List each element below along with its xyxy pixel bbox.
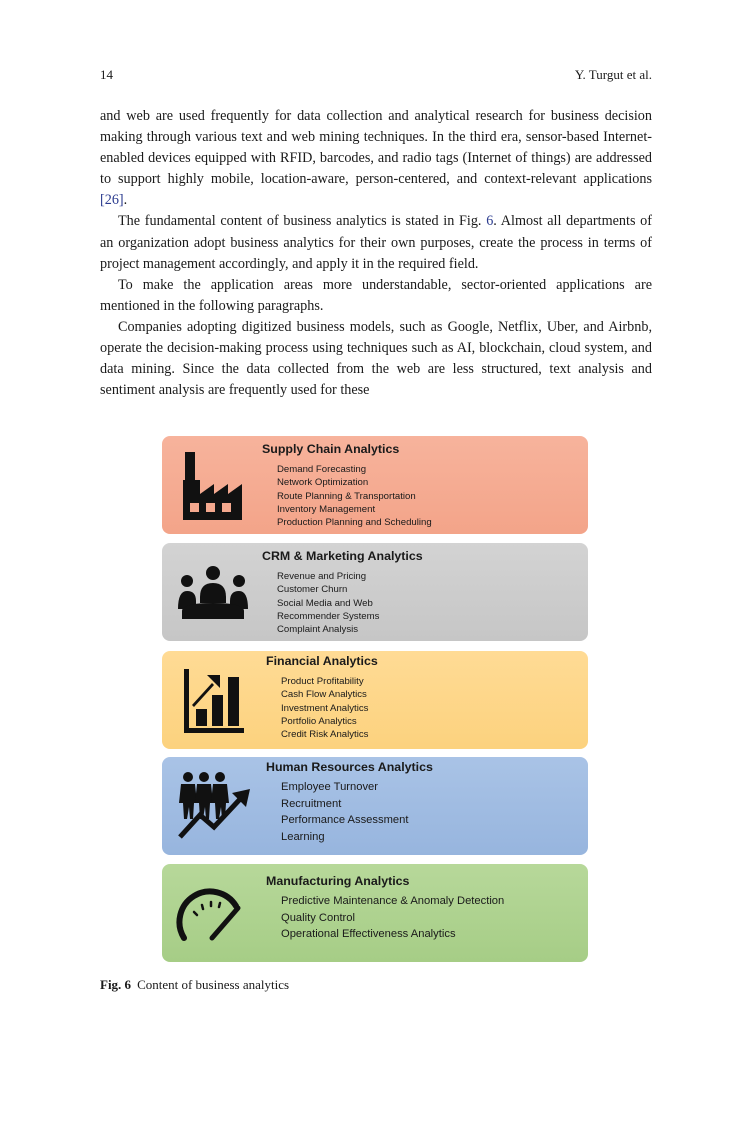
panel-item: Predictive Maintenance & Anomaly Detection [281, 895, 505, 907]
panel-item: Credit Risk Analytics [281, 729, 369, 741]
panel-item: Social Media and Web [277, 597, 373, 609]
gauge-icon [176, 884, 246, 942]
paragraph-2 [100, 211, 652, 274]
panel-title: Supply Chain Analytics [262, 442, 400, 456]
panel-item: Revenue and Pricing [277, 571, 367, 582]
panel-title: Financial Analytics [266, 654, 378, 668]
panel-item: Inventory Management [277, 503, 376, 515]
panel-item-list [281, 893, 504, 943]
panel-title: Manufacturing Analytics [266, 874, 410, 888]
paragraph-2-end: . Almost all departments of an organization adopt business analytics for their own purposes, create the process in terms of project management accordingly, and apply it in the required field. [100, 213, 652, 272]
panel-item: Quality Control [281, 911, 355, 924]
panel-item: Product Profitability [281, 676, 364, 687]
panel-item: Route Planning & Transportation [277, 490, 416, 502]
panel-item: Learning [281, 830, 325, 843]
panel-item: Investment Analytics [281, 702, 369, 714]
panel-item: Network Optimization [277, 477, 369, 489]
meeting-people-icon [176, 561, 250, 625]
panel-item: Employee Turnover [281, 781, 379, 793]
panel-manufacturing [162, 864, 588, 962]
panel-item: Cash Flow Analytics [281, 689, 367, 701]
panel-title: CRM & Marketing Analytics [262, 549, 423, 563]
panel-item-list [277, 570, 379, 636]
panel-title: Human Resources Analytics [266, 760, 433, 774]
panel-item: Demand Forecasting [277, 464, 367, 475]
factory-icon [176, 450, 246, 522]
panel-item: Production Planning and Scheduling [277, 517, 432, 529]
panel-financial [162, 651, 588, 749]
paragraph-1-text: and web are used frequently for data collection and analytical research for business decision making through various text and web mining techniques. In the third era, sensor-based Internet-enabled devices equipped with RFID, barcodes, and radio tags (Internet of things) are addressed to support highly mobile, location-aware, person-centered, and context-relevant applications [100, 108, 652, 188]
figure-ref-link[interactable]: 6 [486, 213, 494, 230]
running-head: Y. Turgut et al. [574, 67, 652, 82]
panel-item: Complaint Analysis [277, 624, 359, 636]
growth-chart-icon [176, 665, 246, 735]
people-trend-icon [176, 769, 254, 843]
paragraph-4: Companies adopting digitized business models, such as Google, Netflix, Uber, and Airbnb, operate the decision-making process using techniques such as AI, blockchain, cloud system, and data mining. Since the data collected from the web are less structured, text analysis and sentiment analysis are frequently used for these [100, 318, 652, 399]
panel-item: Performance Assessment [281, 814, 409, 826]
page-number: 14 [100, 67, 113, 82]
paragraph-2-text: The fundamental content of business analytics is stated in Fig. [118, 213, 487, 230]
panel-crm-marketing [162, 543, 588, 641]
panel-item: Operational Effectiveness Analytics [281, 928, 456, 940]
paragraph-3: To make the application areas more understandable, sector-oriented applications are mentioned in the following paragraphs. [100, 276, 652, 314]
panel-item: Recommender Systems [277, 610, 380, 622]
caption-text: Content of business analytics [137, 977, 290, 992]
panel-human-resources [162, 757, 588, 855]
panel-supply-chain [162, 436, 588, 534]
panel-item: Portfolio Analytics [281, 715, 357, 727]
panel-item-list [281, 675, 368, 741]
paragraph-1-end: . [123, 192, 128, 209]
panel-item: Customer Churn [277, 584, 348, 596]
panel-item-list [277, 463, 432, 529]
caption-label: Fig. 6 [100, 977, 132, 992]
paragraph-1 [100, 106, 652, 211]
body-text [100, 106, 652, 401]
figure-caption [100, 977, 289, 993]
panel-item-list [281, 779, 408, 845]
panel-item: Recruitment [281, 797, 342, 810]
citation-link[interactable]: [26] [100, 192, 124, 209]
